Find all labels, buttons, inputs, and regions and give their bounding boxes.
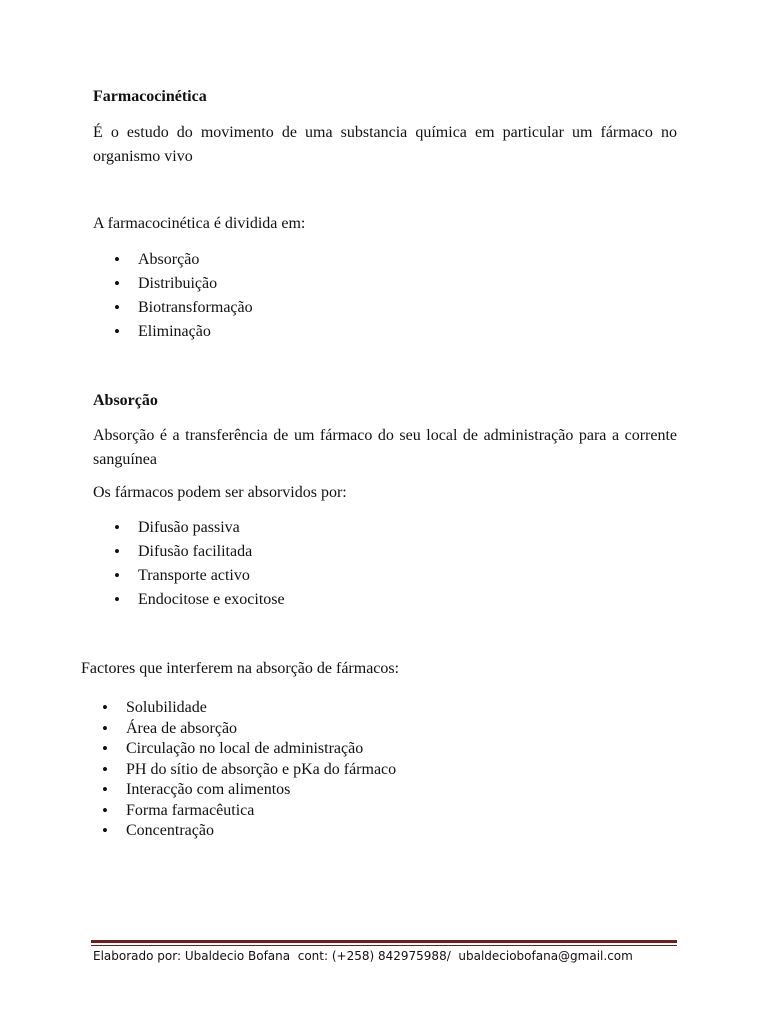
absorcao-list-intro: Os fármacos podem ser absorvidos por: <box>93 484 347 501</box>
list-item: • PH do sítio de absorção e pKa do fármaco <box>100 760 396 781</box>
list-item: • Forma farmacêutica <box>100 801 396 822</box>
list-item: • Interacção com alimentos <box>100 780 396 801</box>
footer-credit: Elaborado por: Ubaldecio Bofana cont: (+258) 842975988/ ubaldeciobofana@gmail.com <box>93 949 633 963</box>
list-item: • Concentração <box>100 821 396 842</box>
section-title-absorcao: Absorção <box>93 392 158 409</box>
definition-paragraph: É o estudo do movimento de uma substancia química em particular um fármaco no organismo vivo <box>93 124 677 165</box>
list-item: • Distribuição <box>112 272 253 296</box>
section-title-farmacocinetica: Farmacocinética <box>93 88 207 105</box>
list-item: • Circulação no local de administração <box>100 739 396 760</box>
footer-rule-thick <box>91 940 677 943</box>
footer-rule-thin <box>91 945 677 946</box>
list-item: • Biotransformação <box>112 296 253 320</box>
list-item: • Eliminação <box>112 320 253 344</box>
list-item: • Difusão facilitada <box>112 540 285 564</box>
list-item: • Transporte activo <box>112 564 285 588</box>
list-item: • Solubilidade <box>100 698 396 719</box>
absorcao-paragraph: Absorção é a transferência de um fármaco do seu local de administração para a corrente sanguínea <box>93 427 677 468</box>
list-item: • Área de absorção <box>100 719 396 740</box>
list-item: • Difusão passiva <box>112 516 285 540</box>
division-list <box>112 248 253 344</box>
absorcao-mechanisms-list <box>112 516 285 612</box>
factores-list <box>100 698 396 842</box>
list-item: • Absorção <box>112 248 253 272</box>
factores-intro: Factores que interferem na absorção de fármacos: <box>81 660 400 677</box>
list-item: • Endocitose e exocitose <box>112 588 285 612</box>
division-intro: A farmacocinética é dividida em: <box>93 215 306 232</box>
